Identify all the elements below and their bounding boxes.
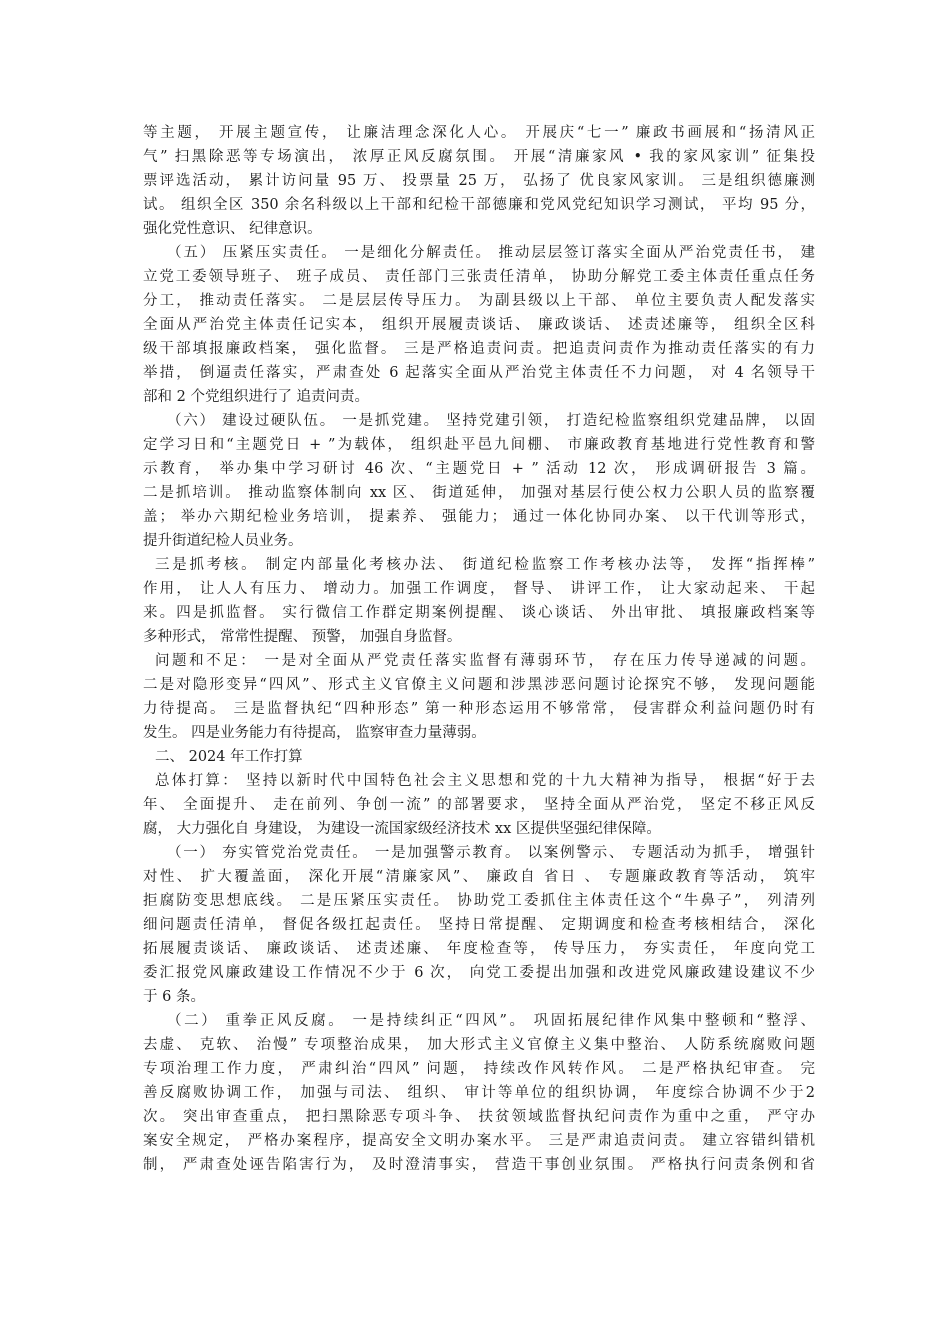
text-line: 三是抓考核。 制定内部量化考核办法、 街道纪检监察工作考核办法等， 发挥“指挥棒”: [155, 557, 815, 573]
text-line: 盖； 举办六期纪检业务培训， 提素养、 强能力； 通过一体化协同办案、 以干代训等形式，: [143, 509, 815, 525]
text-line: 善反腐败协调工作， 加强与司法、 组织、 审计等单位的组织协调， 年度综合协调不少于2: [143, 1085, 815, 1101]
text-line: 次。 突出审查重点， 把扫黑除恶专项斗争、 扶贫领域监督执纪问责作为重中之重， 严守办: [143, 1109, 815, 1125]
text-line: 部和 2 个党组织进行了 追责问责。: [143, 389, 370, 405]
text-line: 票评选活动， 累计访问量 95 万、 投票量 25 万， 弘扬了 优良家风家训。 三是组织德廉测: [143, 173, 815, 189]
text-line: 专项治理工作力度， 严肃纠治“四风” 问题， 持续改作风转作风。 二是严格执纪审查。 完: [143, 1061, 815, 1077]
text-line: 全面从严治党主体责任记实本， 组织开展履责谈话、 廉政谈话、 述责述廉等， 组织全区科: [143, 317, 815, 333]
text-line: 级干部填报廉政档案， 强化监督。 三是严格追责问责。把追责问责作为推动责任落实的有力: [143, 341, 815, 357]
text-line: （二） 重拳正风反腐。 一是持续纠正“四风”。 巩固拓展纪律作风集中整顿和“整浮、: [167, 1013, 815, 1029]
text-line: 委汇报党风廉政建设工作情况不少于 6 次， 向党工委提出加强和改进党风廉政建设建议不少: [143, 965, 815, 981]
text-line: 二是对隐形变异“四风”、形式主义官僚主义问题和涉黑涉恶问题讨论探究不够， 发现问题能: [143, 677, 815, 693]
text-line: 强化党性意识、 纪律意识。: [143, 221, 322, 237]
text-line: 二、 2024 年工作打算: [155, 749, 303, 765]
text-line: 对性、 扩大覆盖面， 深化开展“清廉家风”、 廉政自 省日 、 专题廉政教育等活动， 筑牢: [143, 869, 815, 885]
text-line: 制， 严肃查处诬告陷害行为， 及时澄清事实， 营造干事创业氛围。 严格执行问责条例和省: [143, 1157, 815, 1173]
document-body: [143, 121, 815, 1177]
text-line: （六） 建设过硬队伍。 一是抓党建。 坚持党建引领， 打造纪检监察组织党建品牌， 以固: [167, 413, 815, 429]
text-line: （一） 夯实管党治党责任。 一是加强警示教育。 以案例警示、 专题活动为抓手， 增强针: [167, 845, 815, 861]
text-line: 问题和不足： 一是对全面从严党责任落实监督有薄弱环节， 存在压力传导递减的问题。: [155, 653, 815, 669]
text-line: （五） 压紧压实责任。 一是细化分解责任。 推动层层签订落实全面从严治党责任书， 建: [167, 245, 815, 261]
text-line: 多种形式， 常常性提醒、 预警， 加强自身监督。: [143, 629, 462, 645]
text-line: 作用， 让人人有压力、 增动力。加强工作调度， 督导、 讲评工作， 让大家动起来、 干起: [143, 581, 815, 597]
text-line: 去虚、 克软、 治慢” 专项整治成果， 加大形式主义官僚主义集中整治、 人防系统腐败问题: [143, 1037, 815, 1053]
text-line: 举措， 倒逼责任落实，严肃查处 6 起落实全面从严治党主体责任不力问题， 对 4 名领导干: [143, 365, 815, 381]
text-line: 发生。 四是业务能力有待提高， 监察审查力量薄弱。: [143, 725, 486, 741]
text-line: 力待提高。 三是监督执纪“四种形态” 第一种形态运用不够常常， 侵害群众利益问题仍时有: [143, 701, 815, 717]
text-line: 试。 组织全区 350 余名科级以上干部和纪检干部德廉和党风党纪知识学习测试， 平均 95 分，: [143, 197, 815, 213]
text-line: 二是抓培训。 推动监察体制向 xx 区、 街道延伸， 加强对基层行使公权力公职人员的监察覆: [143, 485, 815, 501]
text-line: 分工， 推动责任落实。 二是层层传导压力。 为副县级以上干部、 单位主要负责人配发落实: [143, 293, 815, 309]
text-line: 腐， 大力强化自 身建设， 为建设一流国家级经济技术 xx 区提供坚强纪律保障。: [143, 821, 661, 837]
text-line: 年、 全面提升、 走在前列、争创一流” 的部署要求， 坚持全面从严治党， 坚定不移正风反: [143, 797, 815, 813]
text-line: 细问题责任清单， 督促各级扛起责任。 坚持日常提醒、 定期调度和检查考核相结合， 深化: [143, 917, 815, 933]
text-line: 拓展履责谈话、 廉政谈话、 述责述廉、 年度检查等， 传导压力， 夯实责任， 年度向党工: [143, 941, 815, 957]
text-line: 来。四是抓监督。 实行微信工作群定期案例提醒、 谈心谈话、 外出审批、 填报廉政档案等: [143, 605, 815, 621]
text-line: 拒腐防变思想底线。 二是压紧压实责任。 协助党工委抓住主体责任这个“牛鼻子”， 列清列: [143, 893, 815, 909]
text-line: 示教育， 举办集中学习研讨 46 次、“主题党日 + ” 活动 12 次， 形成调研报告 3 篇。: [143, 461, 815, 477]
text-line: 提升街道纪检人员业务。: [143, 533, 303, 549]
text-line: 定学习日和“主题党日 + ”为载体， 组织赴平邑九间棚、 市廉政教育基地进行党性教育和警: [143, 437, 815, 453]
text-line: 于 6 条。: [143, 989, 205, 1005]
text-line: 案安全规定， 严格办案程序，提高安全文明办案水平。 三是严肃追责问责。 建立容错纠错机: [143, 1133, 815, 1149]
text-line: 总体打算： 坚持以新时代中国特色社会主义思想和党的十九大精神为指导， 根据“好于去: [155, 773, 815, 789]
text-line: 立党工委领导班子、 班子成员、 责任部门三张责任清单， 协助分解党工委主体责任重点任务: [143, 269, 815, 285]
text-line: 气” 扫黑除恶等专场演出， 浓厚正风反腐氛围。 开展“清廉家风 • 我的家风家训” 征集投: [143, 149, 815, 165]
text-line: 等主题， 开展主题宣传， 让廉洁理念深化人心。 开展庆“七一” 廉政书画展和“扬清风正: [143, 125, 815, 141]
